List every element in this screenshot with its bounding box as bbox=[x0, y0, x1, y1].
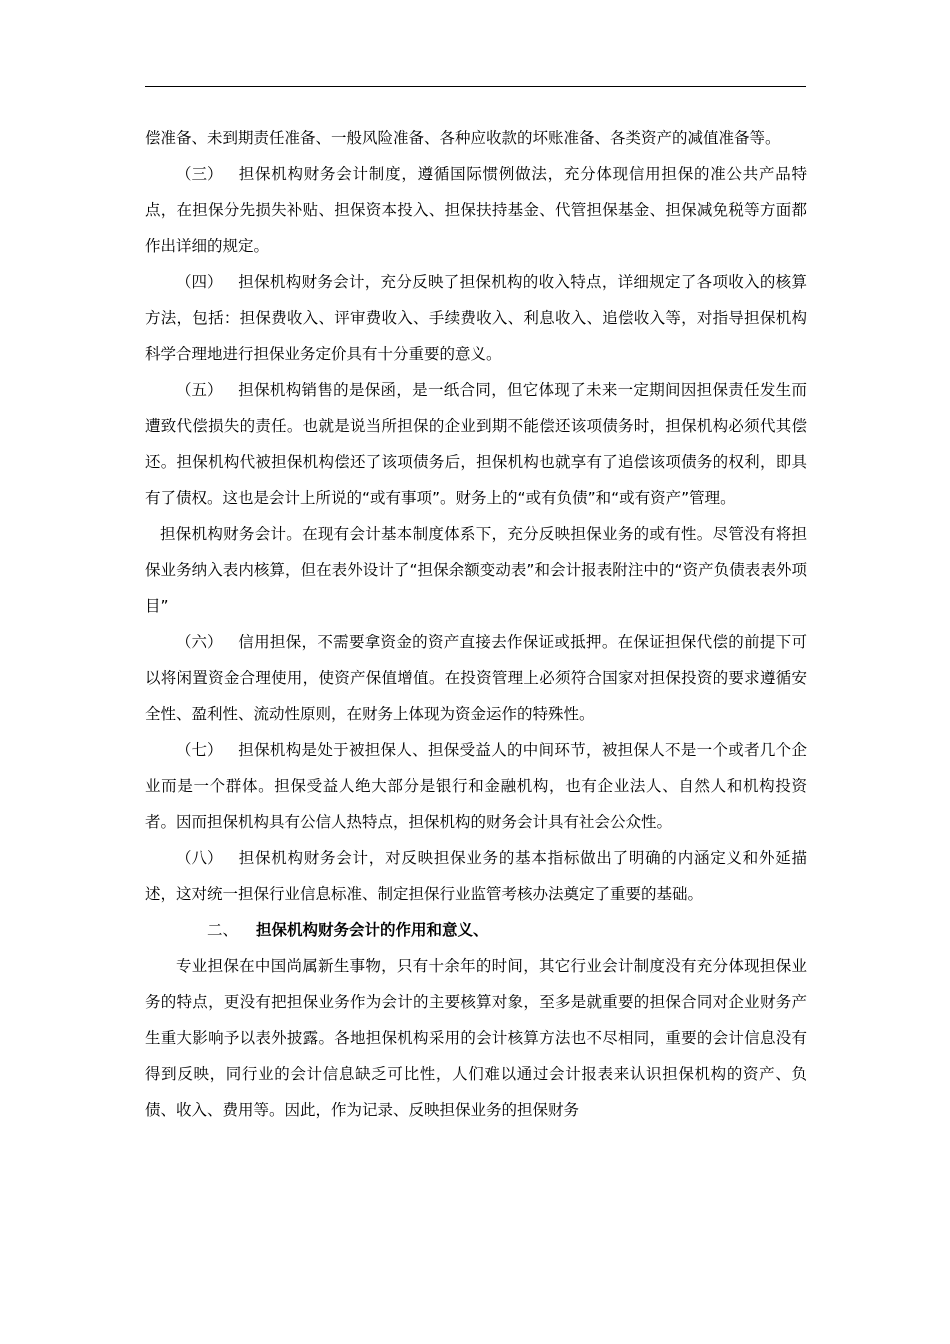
body-text bbox=[145, 120, 807, 1128]
item-number: （六） bbox=[176, 633, 223, 651]
paragraph-contingent bbox=[145, 516, 807, 624]
paragraph-text: 担保机构财务会计。在现有会计基本制度体系下，充分反映担保业务的或有性。尽管没有将担保业务纳入表内核算，但在表外设计了“担保余额变动表”和会计报表附注中的“资产负债表表外项目” bbox=[145, 525, 807, 615]
paragraph-item-3 bbox=[145, 156, 807, 264]
paragraph-0 bbox=[145, 120, 807, 156]
paragraph-text: 信用担保，不需要拿资金的资产直接去作保证或抵押。在保证担保代偿的前提下可以将闲置资金合理使用，使资产保值增值。在投资管理上必须符合国家对担保投资的要求遵循安全性、盈利性、流动性原则，在财务上体现为资金运作的特殊性。 bbox=[145, 633, 807, 723]
paragraph-text: 专业担保在中国尚属新生事物，只有十余年的时间，其它行业会计制度没有充分体现担保业务的特点，更没有把担保业务作为会计的主要核算对象，至多是就重要的担保合同对企业财务产生重大影响予以表外披露。各地担保机构采用的会计核算方法也不尽相同，重要的会计信息没有得到反映，同行业的会计信息缺乏可比性，人们难以通过会计报表来认识担保机构的资产、负债、收入、费用等。因此，作为记录、反映担保业务的担保财务 bbox=[145, 957, 807, 1119]
section-title: 担保机构财务会计的作用和意义、 bbox=[256, 921, 489, 939]
paragraph-item-6 bbox=[145, 624, 807, 732]
paragraph-item-8 bbox=[145, 840, 807, 912]
item-number: （三） bbox=[176, 165, 223, 183]
paragraph-text: 担保机构财务会计，充分反映了担保机构的收入特点，详细规定了各项收入的核算方法，包括：担保费收入、评审费收入、手续费收入、利息收入、追偿收入等，对指导担保机构科学合理地进行担保业务定价具有十分重要的意义。 bbox=[145, 273, 807, 363]
item-number: （五） bbox=[176, 381, 223, 399]
paragraph-item-7 bbox=[145, 732, 807, 840]
paragraph-text: 担保机构财务会计，对反映担保业务的基本指标做出了明确的内涵定义和外延描述，这对统一担保行业信息标准、制定担保行业监管考核办法奠定了重要的基础。 bbox=[145, 849, 807, 903]
header-rule bbox=[145, 86, 806, 87]
section-heading bbox=[145, 912, 807, 948]
item-number: （四） bbox=[176, 273, 223, 291]
item-number: （七） bbox=[176, 741, 223, 759]
paragraph-text: 担保机构是处于被担保人、担保受益人的中间环节，被担保人不是一个或者几个企业而是一个群体。担保受益人绝大部分是银行和金融机构，也有企业法人、自然人和机构投资者。因而担保机构具有公信人热特点，担保机构的财务会计具有社会公众性。 bbox=[145, 741, 807, 831]
paragraph-text: 偿准备、未到期责任准备、一般风险准备、各种应收款的坏账准备、各类资产的减值准备等。 bbox=[145, 129, 781, 147]
paragraph-item-5 bbox=[145, 372, 807, 516]
paragraph-text: 担保机构销售的是保函，是一纸合同，但它体现了未来一定期间因担保责任发生而遭致代偿损失的责任。也就是说当所担保的企业到期不能偿还该项债务时，担保机构必须代其偿还。担保机构代被担保机构偿还了该项债务后，担保机构也就享有了追偿该项债务的权利，即具有了债权。这也是会计上所说的“或有事项”。财务上的“或有负债”和“或有资产”管理。 bbox=[145, 381, 807, 507]
item-number: （八） bbox=[176, 849, 223, 867]
paragraph-final bbox=[145, 948, 807, 1128]
paragraph-item-4 bbox=[145, 264, 807, 372]
paragraph-text: 担保机构财务会计制度，遵循国际惯例做法，充分体现信用担保的准公共产品特点，在担保分先损失补贴、担保资本投入、担保扶持基金、代管担保基金、担保减免税等方面都作出详细的规定。 bbox=[145, 165, 807, 255]
section-number: 二、 bbox=[207, 921, 239, 939]
